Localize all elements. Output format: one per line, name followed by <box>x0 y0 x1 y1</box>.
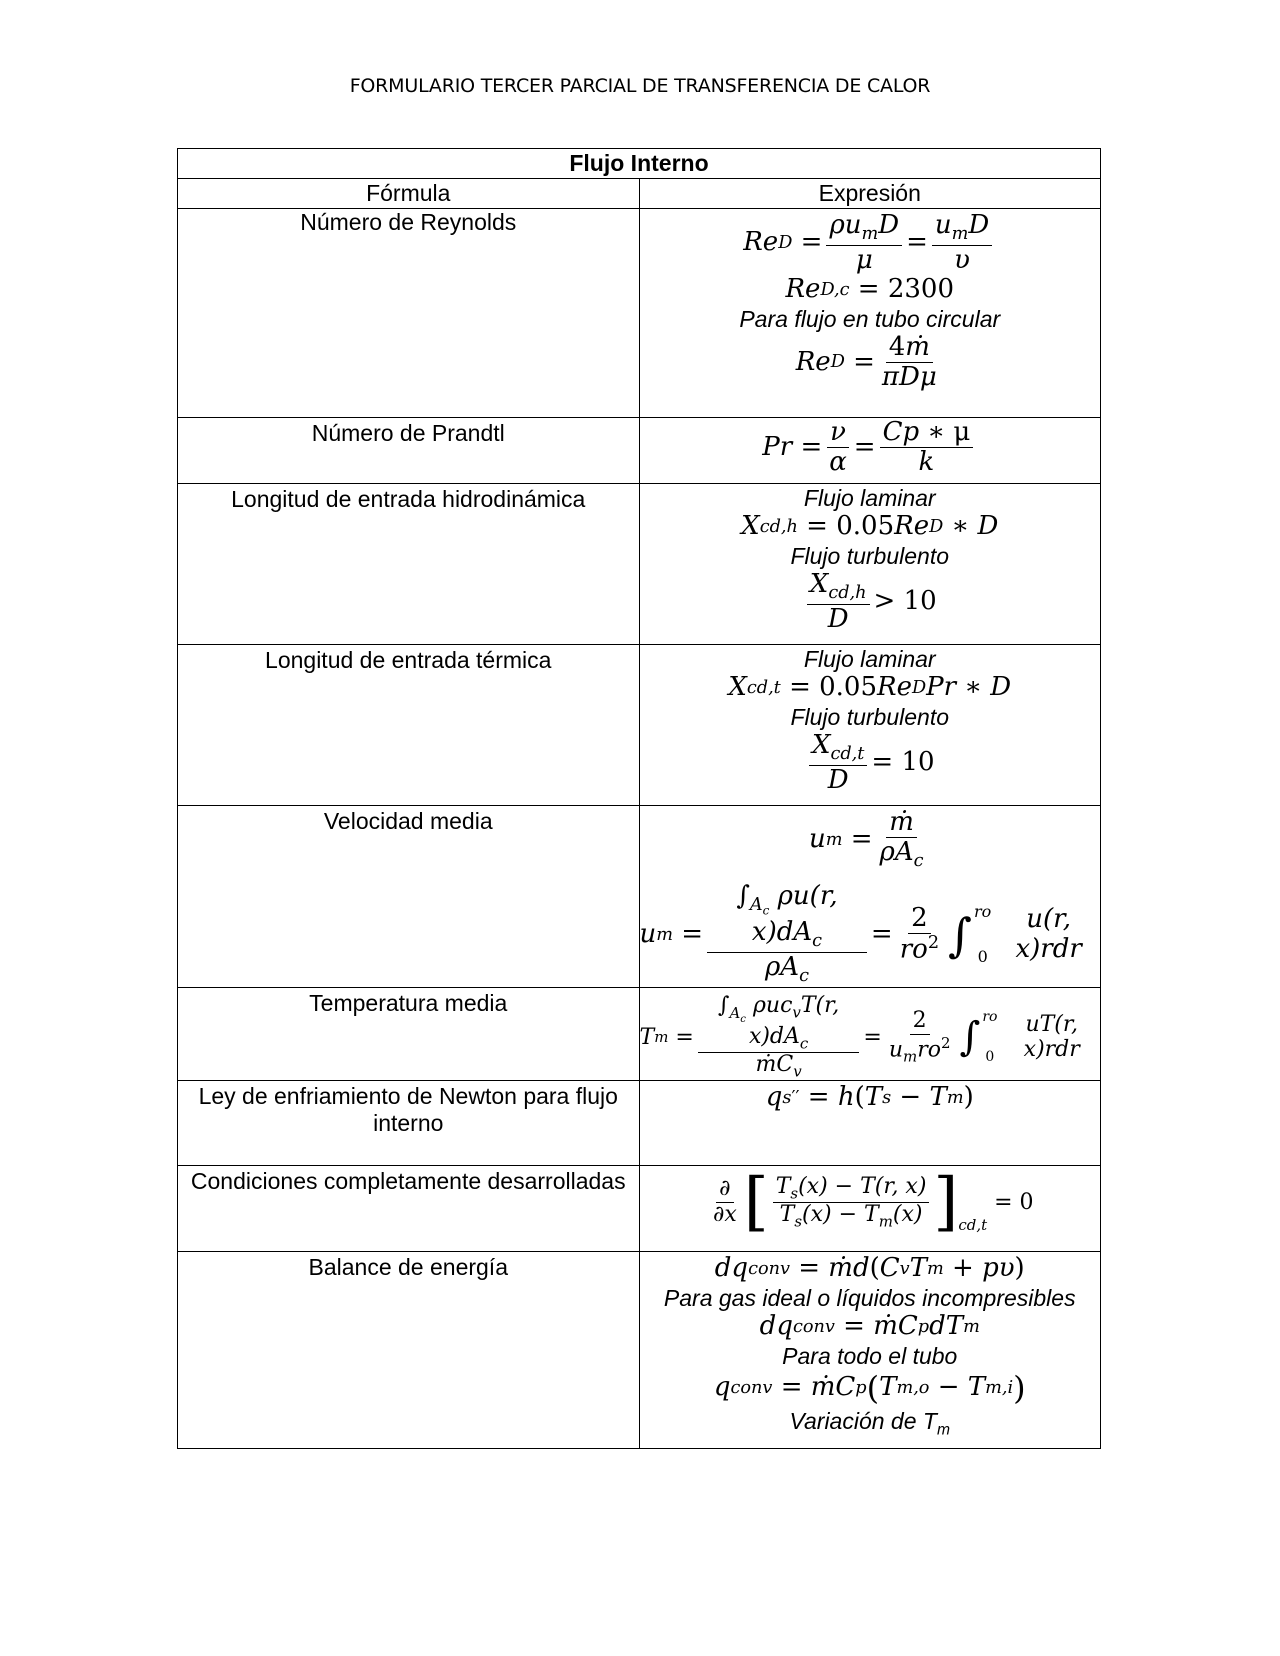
row-name: Temperatura media <box>178 988 640 1081</box>
newton-equation: q s ′′ = h ( T s − T m ) <box>765 1082 974 1113</box>
turbulento-label: Flujo turbulento <box>790 542 950 569</box>
velocidad-equation: u m = $\frac{\text{ṁ}}{\rho A_c}$ <box>808 807 924 872</box>
flujo-interno-table <box>177 148 1101 1449</box>
table-row <box>178 1081 1101 1166</box>
table-row <box>178 209 1101 418</box>
condiciones-equation: $\frac{\partial}{\partial x}$ [ $\frac{T_s(x) - T(r, x)}{T_s(x) - T_m(x)}$ ] $_{cd,t}$ = 0 <box>712 1165 1034 1240</box>
row-name: Número de Reynolds <box>178 209 640 418</box>
balance-note-tubo: Para todo el tubo <box>782 1343 958 1370</box>
hidro-turbulento-equation: $\frac{X_{cd,h}}{D}$ > 10 <box>640 570 1101 634</box>
row-expression <box>639 209 1101 418</box>
reynolds-mass-flow-equation: Re D = $\frac{\text{4ṁ}}{\text{πDμ}}$ <box>795 331 937 393</box>
balance-equation-3: q conv = ṁC p ( T m,o − T m,i ) <box>713 1369 1026 1408</box>
table-row <box>178 1252 1101 1449</box>
row-name: Ley de enfriamiento de Newton para flujo interno <box>178 1081 640 1166</box>
prandtl-equation: Pr = $\frac{\nu}{\alpha}$ = $\frac{Cp ∗ \mu}{k}$ <box>640 418 1101 477</box>
table-title: Flujo Interno <box>178 149 1101 179</box>
laminar-label: Flujo laminar <box>803 646 936 672</box>
col-expresion-header: Expresión <box>639 179 1101 209</box>
reynolds-equation: Re D = $\frac{\rho u_mD}{\mu}$ = $\frac{u_mD}{\upsilon}$ <box>640 211 1101 275</box>
row-name: Balance de energía <box>178 1252 640 1449</box>
balance-equation-1: dq conv = ṁd ( C v T m + pυ ) <box>714 1253 1025 1284</box>
row-expression <box>639 988 1101 1081</box>
balance-note-ideal: Para gas ideal o líquidos incompresibles <box>663 1285 1076 1312</box>
row-expression <box>639 484 1101 645</box>
turbulento-label: Flujo turbulento <box>790 703 950 730</box>
row-expression <box>639 418 1101 484</box>
row-name: Número de Prandtl <box>178 418 640 484</box>
header-row <box>178 179 1101 209</box>
balance-equation-2: dq conv = ṁC p dT m <box>759 1311 980 1342</box>
row-name: Longitud de entrada hidrodinámica <box>178 484 640 645</box>
termica-turbulento-equation: $\frac{X_{cd,t}}{D}$ = 10 <box>640 731 1101 795</box>
table-row <box>178 988 1101 1081</box>
reynolds-critical: Re D,c = 2300 <box>785 274 955 305</box>
row-expression <box>639 1252 1101 1449</box>
table-row <box>178 484 1101 645</box>
velocidad-integral-equation: u m = $\frac{\int_{A_c} \rho u(r, x)dA_c}{\rho A_c}$ = $\frac{2}{ro^2}$ ∫ ro 0 u(r, x)rdr <box>639 881 1082 987</box>
table-row <box>178 806 1101 988</box>
row-expression <box>639 806 1101 988</box>
page-header: FORMULARIO TERCER PARCIAL DE TRANSFERENCIA DE CALOR <box>349 75 931 97</box>
title-row <box>178 149 1101 179</box>
hidro-laminar-equation: X cd,h = 0.05 Re D ∗ D <box>741 511 999 541</box>
termica-laminar-equation: X cd,t = 0.05 Re D Pr ∗ D <box>728 672 1012 702</box>
row-name: Condiciones completamente desarrolladas <box>178 1166 640 1252</box>
table-row <box>178 645 1101 806</box>
table-row <box>178 1166 1101 1252</box>
table-row <box>178 418 1101 484</box>
row-expression <box>639 1166 1101 1252</box>
col-formula-header: Fórmula <box>178 179 640 209</box>
temperatura-equation: T m = $\frac{\int_{A_c} \rho uc_vT(r, x)dA_c}{ṁC_v}$ = $\frac{2}{u_mro^2}$ ∫ ro 0 uT(r, x)rdr <box>639 993 1080 1081</box>
laminar-label: Flujo laminar <box>803 485 936 511</box>
row-expression <box>639 1081 1101 1166</box>
reynolds-note: Para flujo en tubo circular <box>739 305 1001 332</box>
row-expression <box>639 645 1101 806</box>
balance-note-variacion: Variación de $T_m$ <box>789 1407 950 1439</box>
row-name: Velocidad media <box>178 806 640 988</box>
row-name: Longitud de entrada térmica <box>178 645 640 806</box>
